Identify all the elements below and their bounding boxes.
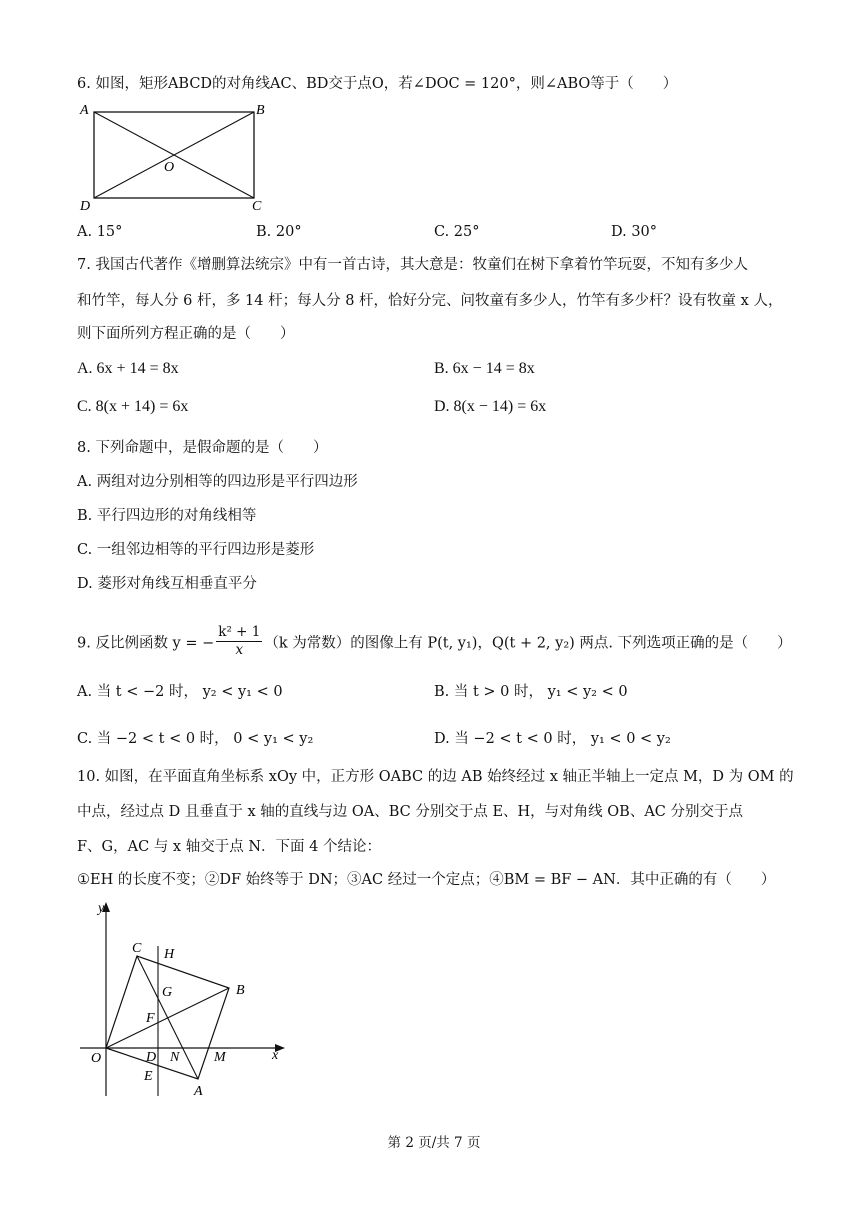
- q9-stem-post: （k 为常数）的图像上有 P(t, y₁)，Q(t + 2, y₂) 两点. 下列选项正确的是（ ）: [264, 635, 792, 652]
- q10-coordinate-figure: [80, 898, 295, 1103]
- q6-option-a: A. 15°: [77, 224, 123, 240]
- label-m: M: [214, 1050, 226, 1065]
- label-o: O: [164, 160, 175, 175]
- q6-rectangle-figure: [76, 100, 276, 215]
- q6-option-c: C. 25°: [434, 224, 480, 240]
- q10-stem-line3: F、G，AC 与 x 轴交于点 N．下面 4 个结论：: [77, 839, 381, 855]
- q10-stem-line1: 10. 如图，在平面直角坐标系 xOy 中，正方形 OABC 的边 AB 始终经过 x 轴正半轴上一定点 M，D 为 OM 的: [77, 769, 794, 785]
- label-h: H: [164, 947, 175, 962]
- q7-stem-line2: 和竹竿，每人分 6 杆，多 14 杆；每人分 8 杆，恰好分完、问牧童有多少人，竹竿有多少杆？设有牧童 x 人，: [77, 293, 783, 309]
- q6-stem: 6. 如图，矩形ABCD的对角线AC、BD交于点O，若∠DOC = 120°，则∠ABO等于（ ）: [77, 76, 678, 92]
- q7-option-b: B. 6x − 14 = 8x: [434, 360, 535, 377]
- q7-option-d: D. 8(x − 14) = 6x: [434, 398, 547, 415]
- q8-option-d: D. 菱形对角线互相垂直平分: [77, 576, 257, 592]
- label-n: N: [170, 1050, 180, 1065]
- label-b: B: [236, 983, 245, 998]
- q8-option-b: B. 平行四边形的对角线相等: [77, 508, 257, 524]
- label-o: O: [91, 1051, 102, 1066]
- label-b: B: [256, 103, 265, 118]
- q10-stem-line2: 中点，经过点 D 且垂直于 x 轴的直线与边 OA、BC 分别交于点 E、H，与对角线 OB、AC 分别交于点: [77, 804, 743, 820]
- q7-stem-line3: 则下面所列方程正确的是（ ）: [77, 326, 295, 342]
- q7-option-c: C. 8(x + 14) = 6x: [77, 398, 189, 415]
- q9-fraction-numerator: k² + 1: [218, 624, 261, 640]
- q9-fraction: [216, 624, 262, 659]
- label-g: G: [162, 985, 173, 1000]
- label-x: x: [272, 1048, 279, 1063]
- q6-option-d: D. 30°: [611, 224, 658, 240]
- q9-option-d: D. 当 −2 < t < 0 时， y₁ < 0 < y₂: [434, 731, 671, 747]
- q8-option-a: A. 两组对边分别相等的四边形是平行四边形: [77, 474, 358, 490]
- q9-option-a: A. 当 t < −2 时， y₂ < y₁ < 0: [77, 684, 283, 700]
- q9-option-c: C. 当 −2 < t < 0 时， 0 < y₁ < y₂: [77, 731, 314, 747]
- q9-stem: [77, 626, 792, 661]
- q9-option-b: B. 当 t > 0 时， y₁ < y₂ < 0: [434, 684, 628, 700]
- q9-fraction-denominator: x: [235, 642, 244, 658]
- page-footer: 第 2 页/共 7 页: [387, 1135, 481, 1151]
- label-a: A: [194, 1084, 203, 1099]
- q8-option-c: C. 一组邻边相等的平行四边形是菱形: [77, 542, 315, 558]
- q8-stem: 8. 下列命题中，是假命题的是（ ）: [77, 440, 328, 456]
- label-a: A: [80, 103, 89, 118]
- label-d: D: [146, 1050, 157, 1065]
- q6-option-b: B. 20°: [256, 224, 302, 240]
- label-y: y: [98, 901, 105, 916]
- label-c: C: [132, 941, 142, 956]
- label-e: E: [144, 1069, 153, 1084]
- q7-option-a: A. 6x + 14 = 8x: [77, 360, 179, 377]
- q7-stem-line1: 7. 我国古代著作《增删算法统宗》中有一首古诗，其大意是：牧童们在树下拿着竹竿玩耍，不知有多少人: [77, 257, 748, 273]
- label-c: C: [252, 199, 262, 214]
- q10-stem-line4: ①EH 的长度不变；②DF 始终等于 DN；③AC 经过一个定点；④BM = BF − AN．其中正确的有（ ）: [77, 872, 776, 888]
- q9-stem-pre: 9. 反比例函数 y = −: [77, 635, 215, 652]
- label-f: F: [146, 1011, 155, 1026]
- label-d: D: [80, 199, 91, 214]
